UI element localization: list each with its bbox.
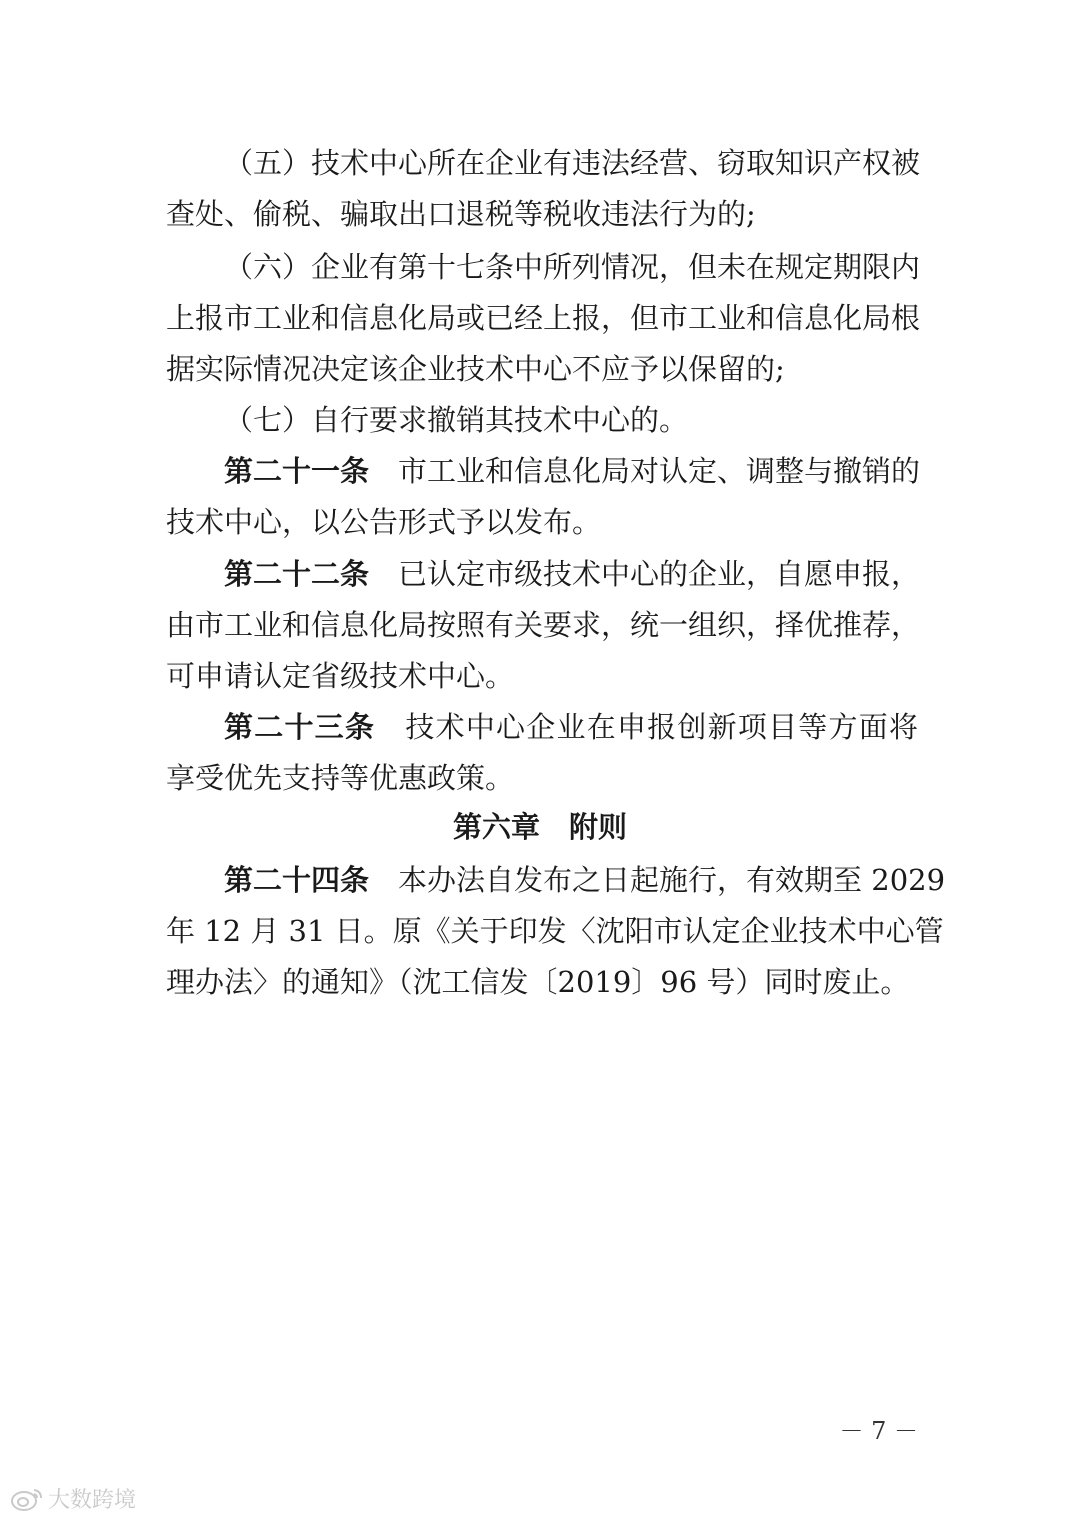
article-22-line-3: 可申请认定省级技术中心。 xyxy=(166,659,515,693)
article-23-line-1 xyxy=(224,700,918,754)
article-21-line-1 xyxy=(224,444,921,498)
article-23-line-2: 享受优先支持等优惠政策。 xyxy=(166,761,515,795)
article-23-text: 技术中心企业在申报创新项目等方面将 xyxy=(405,710,918,744)
watermark xyxy=(10,1483,136,1514)
article-24-label: 第二十四条 xyxy=(224,863,370,897)
clause-5-line-1: （五）技术中心所在企业有违法经营、窃取知识产权被 xyxy=(224,146,921,180)
clause-6-line-1: （六）企业有第十七条中所列情况，但未在规定期限内 xyxy=(224,250,921,284)
article-22-text: 已认定市级技术中心的企业，自愿申报， xyxy=(398,557,921,591)
clause-7-line-1: （七）自行要求撤销其技术中心的。 xyxy=(224,403,689,437)
clause-6-line-3: 据实际情况决定该企业技术中心不应予以保留的; xyxy=(166,352,785,386)
article-21-label: 第二十一条 xyxy=(224,454,370,488)
article-23-label: 第二十三条 xyxy=(224,710,376,744)
article-21-text: 市工业和信息化局对认定、调整与撤销的 xyxy=(398,454,921,488)
article-24-line-2: 年 12 月 31 日。原《关于印发〈沈阳市认定企业技术中心管 xyxy=(166,914,944,948)
article-24-line-3: 理办法〉的通知》（沈工信发〔2019〕96 号）同时废止。 xyxy=(166,965,910,999)
clause-6-line-2: 上报市工业和信息化局或已经上报，但市工业和信息化局根 xyxy=(166,301,921,335)
watermark-text: 大数跨境 xyxy=(48,1488,137,1513)
article-22-label: 第二十二条 xyxy=(224,557,370,591)
article-24-text: 本办法自发布之日起施行，有效期至 2029 xyxy=(398,863,946,897)
article-21-line-2: 技术中心，以公告形式予以发布。 xyxy=(166,505,602,539)
article-22-line-1 xyxy=(224,547,921,601)
clause-5-line-2: 查处、偷税、骗取出口退税等税收违法行为的; xyxy=(166,197,756,231)
page-number: － 7 － xyxy=(839,1417,918,1445)
chapter-6-heading: 第六章 附则 xyxy=(452,810,627,844)
weibo-logo-icon xyxy=(10,1486,44,1512)
article-22-line-2: 由市工业和信息化局按照有关要求，统一组织，择优推荐， xyxy=(166,608,921,642)
article-24-line-1 xyxy=(224,853,946,907)
